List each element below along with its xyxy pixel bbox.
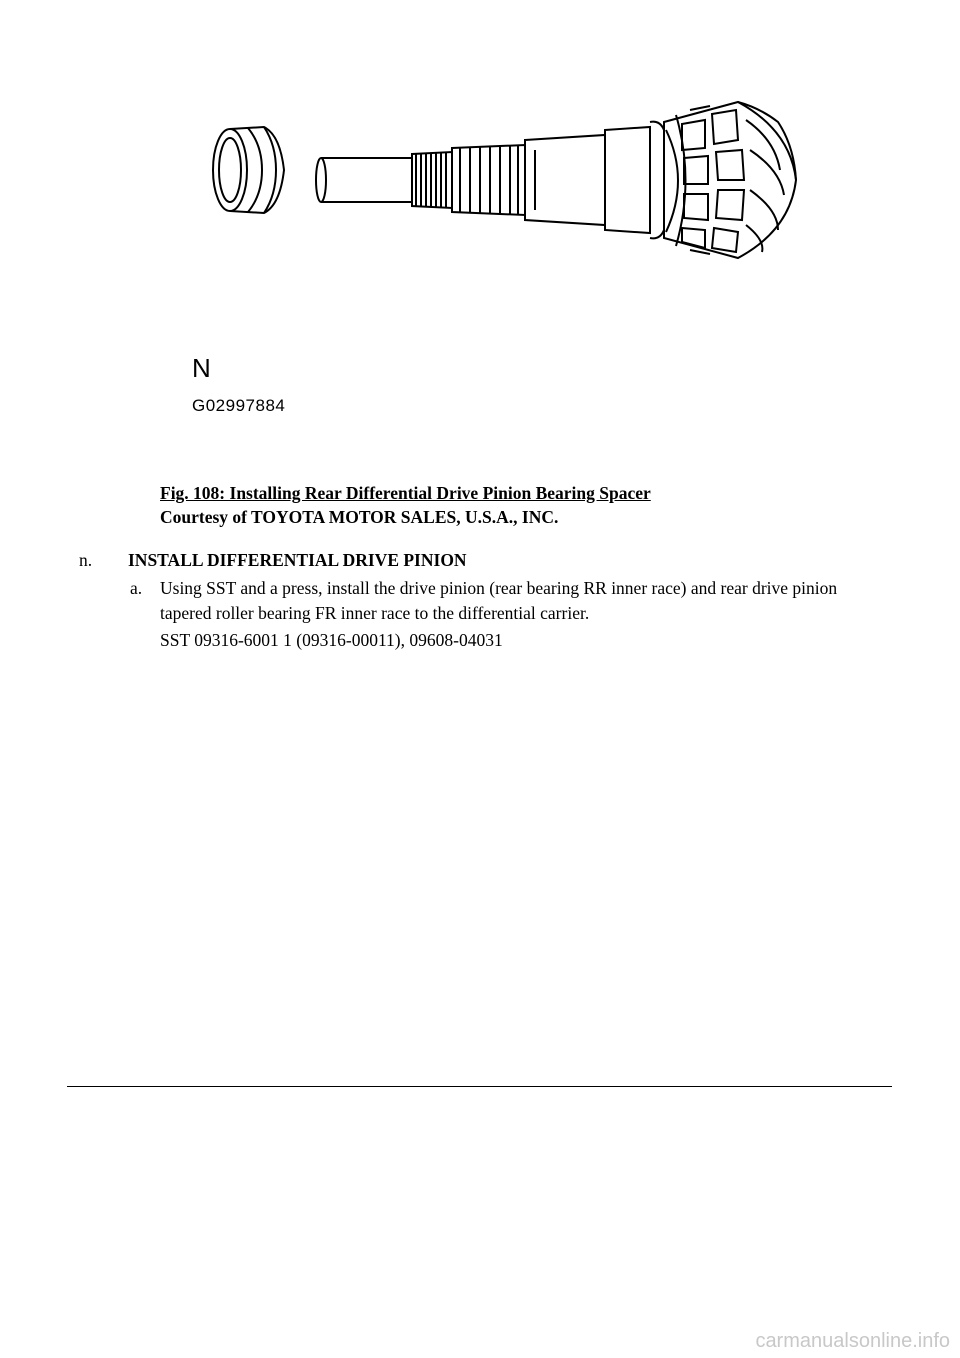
procedure-step <box>79 548 467 572</box>
step-marker: n. <box>79 550 93 570</box>
substep-marker: a. <box>130 578 143 598</box>
substep-text: Using SST and a press, install the drive pinion (rear bearing RR inner race) and rear drive pinion tapered roller bearing FR inner race to the differential carrier. <box>160 578 838 623</box>
procedure-substep <box>130 576 870 626</box>
step-heading: INSTALL DIFFERENTIAL DRIVE PINION <box>128 550 467 570</box>
pinion-gear-drawing <box>664 102 796 258</box>
footer-divider <box>67 1086 892 1087</box>
bearing-spacer-drawing <box>213 127 284 213</box>
figure-view-letter: N <box>192 353 211 383</box>
sst-specification: SST 09316-6001 1 (09316-00011), 09608-04031 <box>160 630 503 650</box>
drive-pinion-illustration <box>190 100 830 280</box>
pinion-shaft-drawing <box>316 122 664 239</box>
figure-title: Fig. 108: Installing Rear Differential Drive Pinion Bearing Spacer <box>160 483 651 503</box>
figure-courtesy: Courtesy of TOYOTA MOTOR SALES, U.S.A., INC. <box>160 507 559 527</box>
watermark: carmanualsonline.info <box>755 1330 950 1352</box>
figure-caption <box>160 481 651 529</box>
figure-graphic-code: G02997884 <box>192 396 286 415</box>
figure-drive-pinion <box>190 100 830 430</box>
